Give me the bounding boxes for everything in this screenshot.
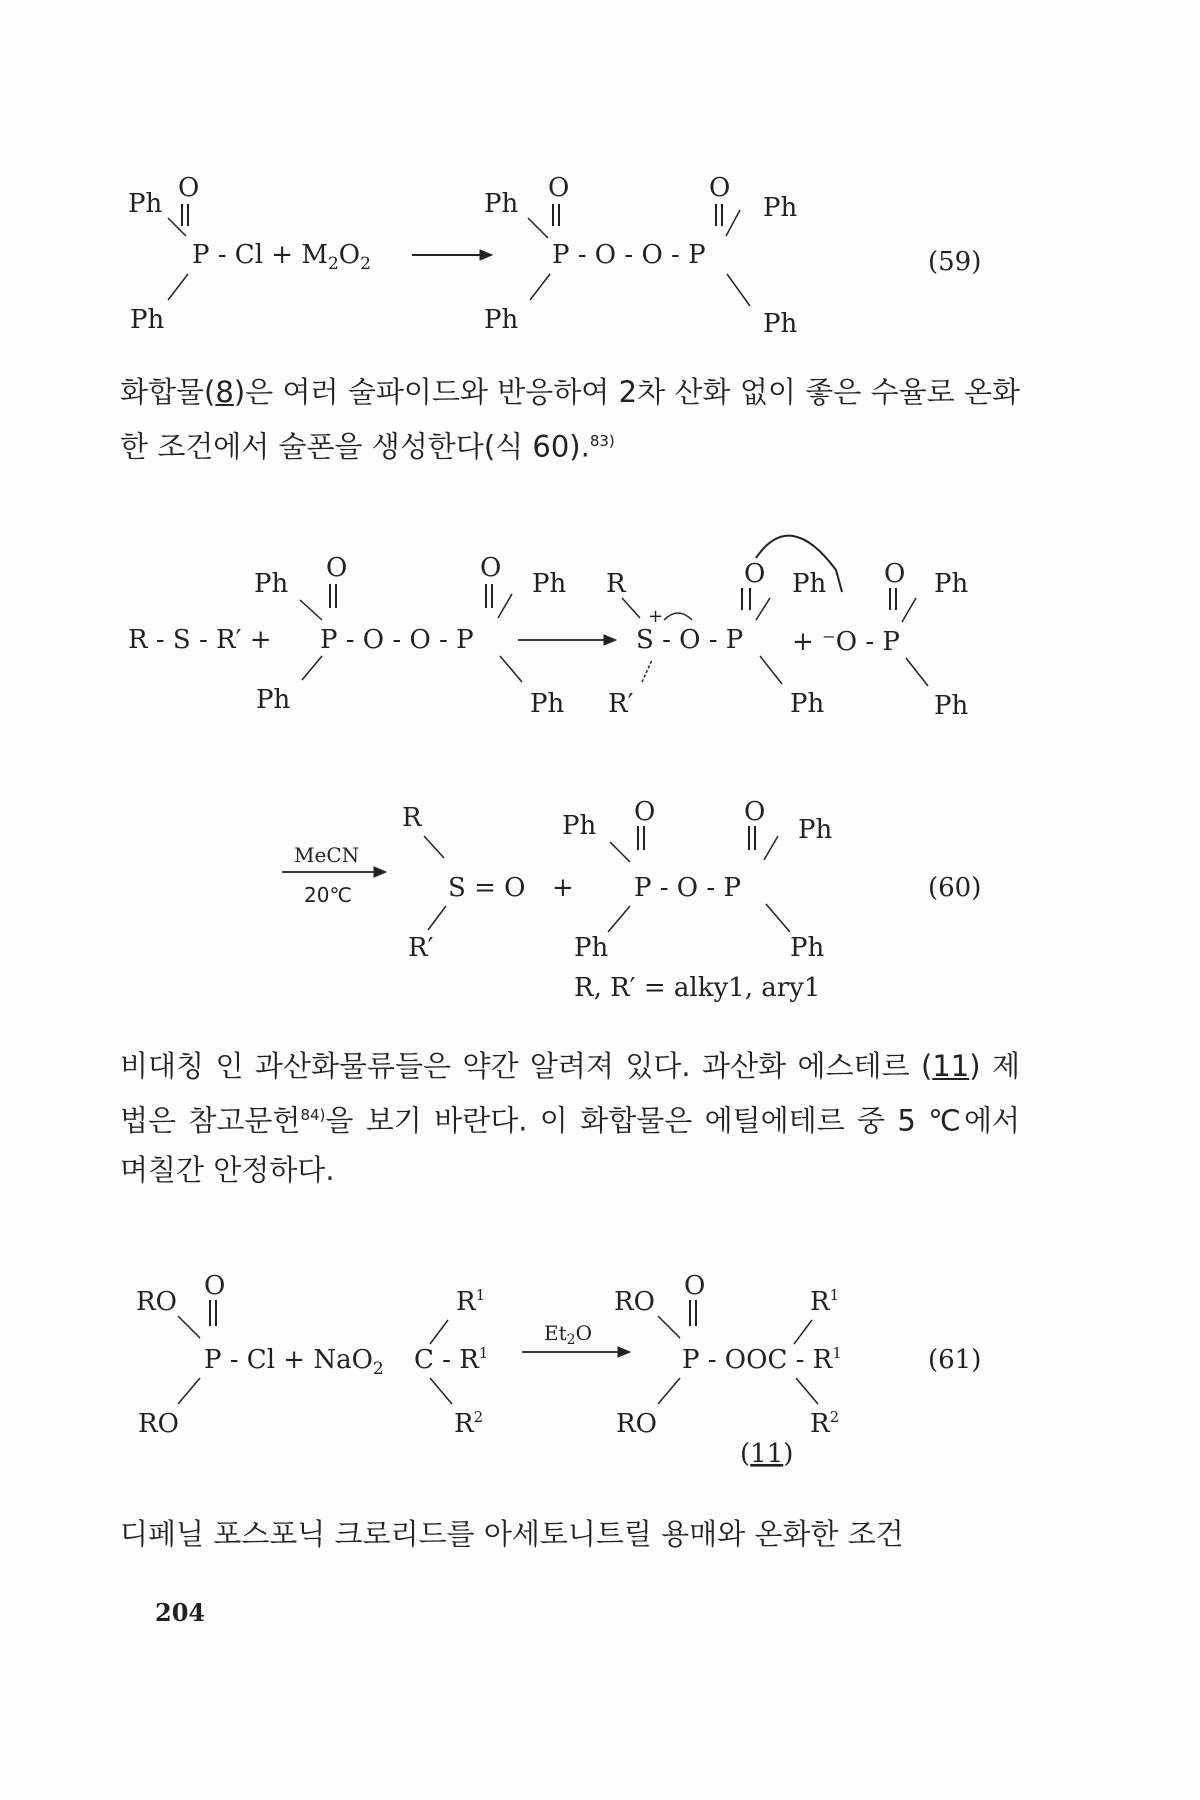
ph-label: Ph [790,689,825,719]
r-label: R [402,803,422,833]
peroxyester-chain: P - OOC - $R^1$ [682,1344,842,1375]
ph-label: Ph [798,815,833,845]
sulfonium-chain: S - O - P [636,625,744,655]
reagent-label: MeCN [294,843,360,867]
substituent-note: R, R′ = alky1, ary1 [574,973,821,1003]
equation-number: (59) [928,247,982,277]
ro-label: RO [614,1287,655,1317]
equation-number: (61) [928,1345,982,1375]
oxygen-label: O [204,1271,226,1301]
p-cl-label: $P - Cl + M_2O_2$ [192,240,371,274]
plus-sign: + [552,873,574,903]
ph-label: Ph [763,193,798,223]
phosphinate-anion: + ⁻O - P [792,627,900,657]
oxygen-label: O [744,559,766,589]
page-number: 204 [155,1598,206,1627]
oxygen-label: O [884,559,906,589]
anhydride-chain: P - O - P [634,873,741,903]
paragraph-1: 화합물(8)은 여러 술파이드와 반응하여 2차 산화 없이 좋은 수율로 온화한 조건에서 술폰을 생성한다(식 60).$^{83)}$ [120,375,1020,464]
equation-60-mechanism [0,530,1200,730]
ph-label: Ph [790,933,825,963]
ph-label: Ph [934,569,969,599]
equation-number: (60) [928,873,982,903]
ph-label: Ph [256,685,291,715]
sulfide: R - S - R′ + [128,625,272,655]
r1-label: $R^1$ [810,1286,840,1317]
compound-number: (11) [740,1439,794,1469]
r-prime-label: R′ [608,689,634,719]
r-prime-label: R′ [408,933,434,963]
reagent-label: $Et_2O$ [544,1321,592,1348]
r-label: R [606,569,626,599]
oxygen-label: O [178,173,200,203]
ph-label: Ph [530,689,565,719]
oxygen-label: O [480,553,502,583]
oxygen-label: O [744,797,766,827]
ph-label: Ph [128,189,163,219]
ro-label: RO [616,1409,657,1439]
r2-label: $R^2$ [454,1408,484,1439]
ro-label: RO [138,1409,179,1439]
oxygen-label: O [634,797,656,827]
oxygen-label: O [684,1271,706,1301]
oxygen-label: O [326,553,348,583]
oxygen-label: O [548,173,570,203]
paragraph-3: 디페닐 포스포닉 크로리드를 아세토니트릴 용매와 온화한 조건 [120,1517,904,1551]
ph-label: Ph [484,305,519,335]
ph-label: Ph [562,811,597,841]
ph-label: Ph [934,691,969,721]
temperature-label: 20℃ [304,883,352,907]
ph-label: Ph [792,569,827,599]
ph-label: Ph [130,305,165,335]
ro-label: RO [136,1287,177,1317]
peroxide-chain: P - O - O - P [552,240,706,270]
p-cl-label: P - Cl + NaO$_2$ [204,1345,384,1379]
ph-label: Ph [484,189,519,219]
ph-label: Ph [532,569,567,599]
paragraph-2: 비대칭 인 과산화물류들은 약간 알려져 있다. 과산화 에스테르 (11) 제법은 참고문헌$^{84)}$을 보기 바란다. 이 화합물은 에틸에테르 중 5 ℃에서 며칠간 안정하다. [120,1049,1020,1187]
oxygen-label: O [709,173,731,203]
peroxide-chain: P - O - O - P [320,625,474,655]
equation-60-products [0,780,1200,1020]
equation-61 [0,1250,1200,1470]
r2-label: $R^2$ [810,1408,840,1439]
ph-label: Ph [574,933,609,963]
c-r1-label: C - $R^1$ [414,1344,489,1375]
r1-label: $R^1$ [456,1286,486,1317]
equation-59 [0,150,1200,350]
ph-label: Ph [254,569,289,599]
sulfoxide: S = O [448,873,526,903]
positive-charge: + [648,606,664,627]
ph-label: Ph [763,309,798,339]
